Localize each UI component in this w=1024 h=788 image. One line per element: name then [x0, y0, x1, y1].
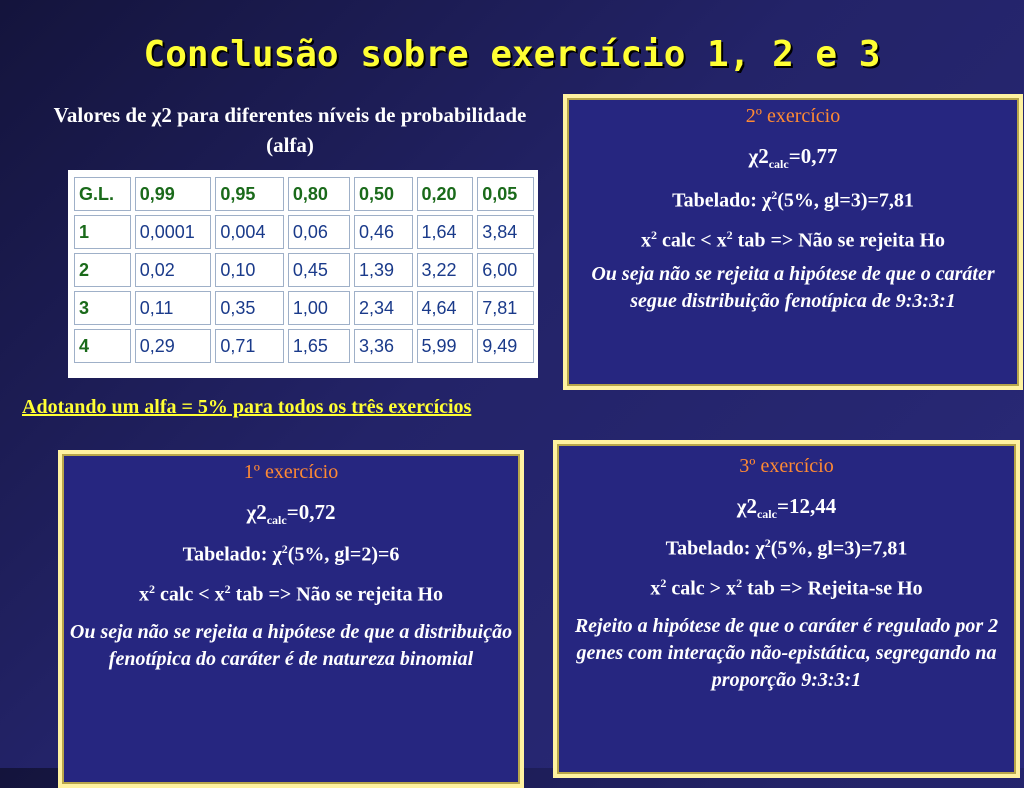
exercise-heading: 1º exercício	[243, 461, 339, 483]
chi-value: =12,44	[776, 494, 837, 518]
chi-calc-line	[557, 494, 1016, 522]
comparison-line	[567, 228, 1019, 253]
table-cell: 3,84	[477, 215, 534, 249]
cmp-sup: 2	[148, 582, 155, 597]
table-caption: Valores de χ2 para diferentes níveis de probabilidade (alfa)	[53, 103, 527, 157]
header-cell: 0,20	[417, 177, 474, 211]
table-cell: 3,36	[354, 329, 413, 363]
header-cell: 0,99	[135, 177, 212, 211]
header-cell: 0,50	[354, 177, 413, 211]
table-cell: 4,64	[417, 291, 474, 325]
tabulated-value: (5%, gl=2)=6	[287, 543, 400, 566]
table-row	[74, 329, 534, 363]
table-cell: 3,22	[417, 253, 474, 287]
comparison-line	[557, 576, 1016, 601]
tabulated-prefix: Tabelado: χ	[665, 537, 765, 560]
comparison-line	[62, 582, 520, 607]
table-cell: 0,46	[354, 215, 413, 249]
tabulated-line	[62, 542, 520, 567]
exercise-heading: 2º exercício	[745, 105, 841, 127]
conclusion-text: Rejeito a hipótese de que o caráter é regulado por 2 genes com interação não-epistática, segregando na proporção 9:3:3:1	[574, 614, 999, 691]
header-cell: G.L.	[74, 177, 131, 211]
table-cell: 7,81	[477, 291, 534, 325]
cmp-part: x	[640, 229, 651, 252]
table-cell: 0,02	[135, 253, 212, 287]
cmp-sup: 2	[224, 582, 231, 597]
cmp-part: calc < x	[656, 229, 727, 252]
table-cell: 0,0001	[135, 215, 212, 249]
header-cell: 0,95	[215, 177, 284, 211]
table-cell: 9,49	[477, 329, 534, 363]
tabulated-sup: 2	[771, 187, 778, 202]
conclusion-text: Ou seja não se rejeita a hipótese de que o caráter segue distribuição fenotípica de 9:3:3:1	[591, 262, 995, 312]
table-cell: 0,06	[288, 215, 350, 249]
alpha-table	[70, 173, 538, 367]
chi-subscript: calc	[266, 513, 287, 528]
tabulated-line	[567, 188, 1019, 213]
table-cell: 0,71	[215, 329, 284, 363]
tabulated-value: (5%, gl=3)=7,81	[770, 537, 908, 560]
tabulated-line	[557, 536, 1016, 561]
tabulated-prefix: Tabelado: χ	[182, 543, 282, 566]
table-row	[74, 215, 534, 249]
exercise-2-box	[563, 94, 1023, 390]
table-cell: 5,99	[417, 329, 474, 363]
cmp-sup: 2	[736, 576, 743, 591]
table-cell: 0,004	[215, 215, 284, 249]
table-cell: 0,45	[288, 253, 350, 287]
chi-symbol: χ2	[748, 144, 769, 168]
table-cell: 0,35	[215, 291, 284, 325]
cmp-part: x	[138, 583, 149, 606]
table-cell: 2,34	[354, 291, 413, 325]
table-cell: 4	[74, 329, 131, 363]
cmp-sup: 2	[660, 576, 667, 591]
chi-subscript: calc	[756, 507, 777, 522]
exercise-3-box	[553, 440, 1020, 778]
cmp-sup: 2	[650, 228, 657, 243]
table-cell: 6,00	[477, 253, 534, 287]
table-row	[74, 253, 534, 287]
chi-value: =0,77	[788, 144, 838, 168]
chi-calc-line	[567, 144, 1019, 172]
chi-value: =0,72	[286, 500, 336, 524]
cmp-part: calc > x	[666, 577, 737, 600]
chi-symbol: χ2	[736, 494, 757, 518]
table-cell: 0,29	[135, 329, 212, 363]
table-header-row	[74, 177, 534, 211]
tabulated-sup: 2	[281, 541, 288, 556]
slide-title: Conclusão sobre exercício 1, 2 e 3	[143, 34, 881, 75]
table-row	[74, 291, 534, 325]
cmp-sup: 2	[726, 228, 733, 243]
table-cell: 1,00	[288, 291, 350, 325]
tabulated-value: (5%, gl=3)=7,81	[777, 189, 914, 212]
cmp-part: tab => Não se rejeita Ho	[230, 583, 444, 606]
header-cell: 0,80	[288, 177, 350, 211]
table-cell: 1	[74, 215, 131, 249]
table-cell: 0,11	[135, 291, 212, 325]
tabulated-prefix: Tabelado: χ	[672, 189, 772, 212]
header-cell: 0,05	[477, 177, 534, 211]
conclusion-text: Ou seja não se rejeita a hipótese de que a distribuição fenotípica do caráter é de natureza binomial	[69, 620, 513, 670]
table-cell: 3	[74, 291, 131, 325]
chi-calc-line	[62, 500, 520, 528]
table-cell: 1,65	[288, 329, 350, 363]
alpha-note: Adotando um alfa = 5% para todos os três exercícios	[22, 396, 472, 418]
table-cell: 2	[74, 253, 131, 287]
cmp-part: tab => Rejeita-se Ho	[742, 577, 923, 600]
exercise-1-box	[58, 450, 524, 788]
chi-subscript: calc	[768, 157, 789, 172]
table-cell: 1,39	[354, 253, 413, 287]
table-cell: 0,10	[215, 253, 284, 287]
tabulated-sup: 2	[764, 535, 771, 550]
table-cell: 1,64	[417, 215, 474, 249]
cmp-part: tab => Não se rejeita Ho	[732, 229, 946, 252]
cmp-part: calc < x	[154, 583, 225, 606]
cmp-part: x	[650, 577, 661, 600]
exercise-heading: 3º exercício	[739, 455, 834, 477]
chi-symbol: χ2	[246, 500, 267, 524]
chi-square-table	[68, 170, 538, 378]
